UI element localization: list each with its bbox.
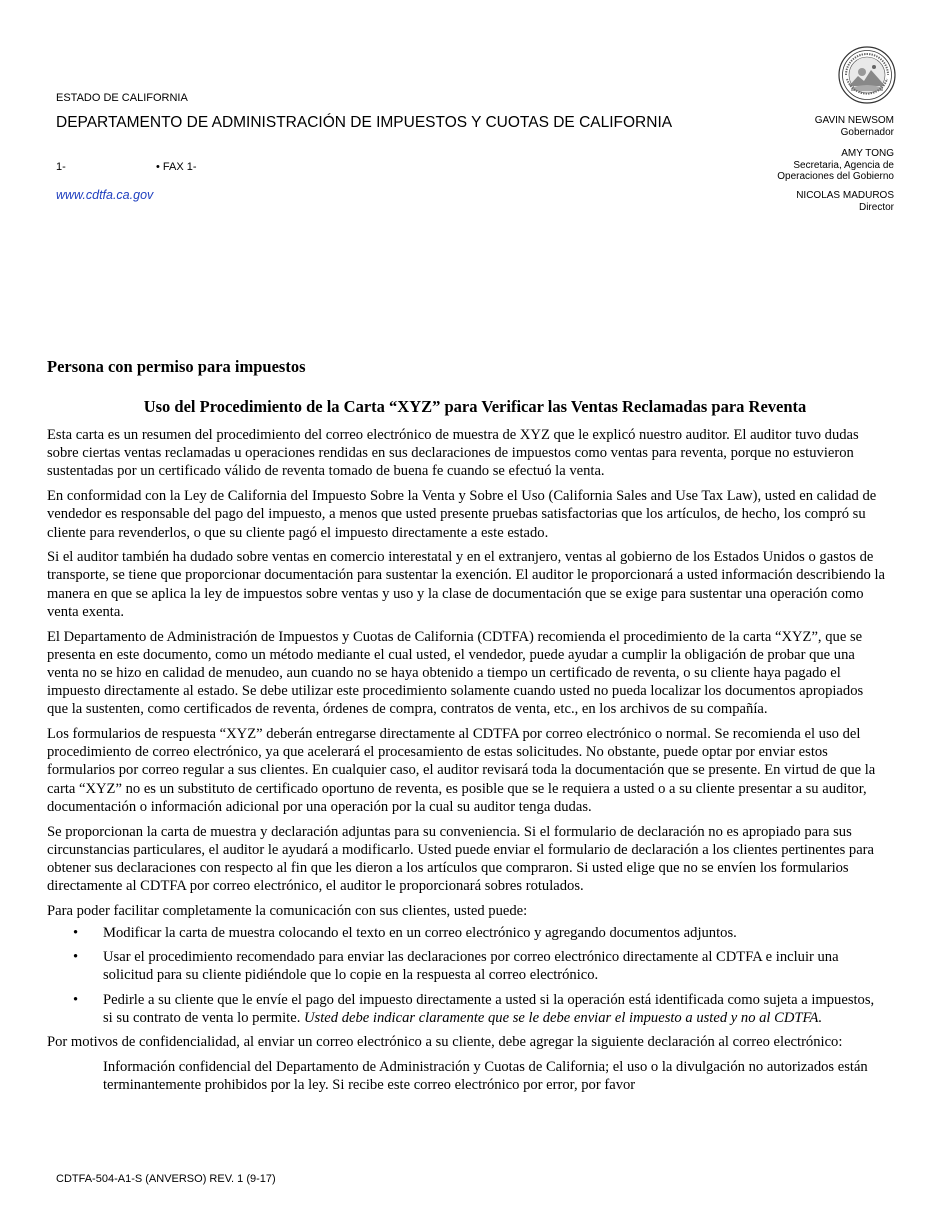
list-item-text: Pedirle a su cliente que le envíe el pago del impuesto directamente a usted si la operación está identificada como sujeta a impuestos, si su contrato de venta lo permite. xyxy=(103,991,875,1026)
list-item-text: Usar el procedimiento recomendado para enviar las declaraciones por correo electrónico directamente al CDTFA e incluir una solicitud para su cliente pidiéndole que lo copie en la respuesta al correo electrónico. xyxy=(103,949,839,984)
secretary-name: AMY TONG xyxy=(841,148,894,159)
list-item xyxy=(47,948,887,984)
letter-title: Uso del Procedimiento de la Carta “XYZ” para Verificar las Ventas Reclamadas para Reventa xyxy=(143,397,807,416)
closing-paragraph: Por motivos de confidencialidad, al enviar un correo electrónico a su cliente, debe agregar la siguiente declaración al correo electrónico: xyxy=(47,1034,843,1051)
director-block xyxy=(796,190,894,213)
governor-title: Gobernador xyxy=(840,126,894,138)
confidentiality-statement: Información confidencial del Departamento de Administración y Cuotas de California; el uso o la divulgación no autorizados están terminantemente prohibidos por la ley. Si recibe este correo electrónico por error, por favor xyxy=(103,1058,868,1093)
paragraph: El Departamento de Administración de Impuestos y Cuotas de California (CDTFA) recomienda el procedimiento de la carta “XYZ”, que se presenta en este documento, como un método mediante el cual usted, el vendedor, puede ayudar a cumplir la obligación de probar que una venta no se hizo en calidad de menudeo, aun cuando no se haya obtenido a tiempo un certificado de reventa, o su cliente haya pagado el impuesto directamente al estado. Se debe utilizar este procedimiento solamente cuando usted no pueda localizar los documentos apropiados que la sustenten, como certificados de reventa, órdenes de compra, contratos de venta, etc., en los archivos de su compañía. xyxy=(47,628,864,718)
paragraph: En conformidad con la Ley de California del Impuesto Sobre la Venta y Sobre el Uso (California Sales and Use Tax Law), usted en calidad de vendedor es responsable del pago del impuesto, a menos que usted presente pruebas satisfactorias que los artículos, de hecho, los compró su cliente para revenderlos, o que su cliente pagó el impuesto directamente a este estado. xyxy=(47,488,877,541)
paragraph: Esta carta es un resumen del procedimiento del correo electrónico de muestra de XYZ que le explicó nuestro auditor. El auditor tuvo dudas sobre ciertas ventas reclamadas u operaciones rendidas en sus declaraciones de impuestos como ventas para reventa, porque no estuvieron sustentadas por un certificado válido de reventa tomado de buena fe cuando se efectuó la venta. xyxy=(47,427,859,480)
director-name: NICOLAS MADUROS xyxy=(796,190,894,201)
audience-heading: Persona con permiso para impuestos xyxy=(47,357,306,376)
governor-name: GAVIN NEWSOM xyxy=(814,115,894,126)
department-name: DEPARTAMENTO DE ADMINISTRACIÓN DE IMPUESTOS Y CUOTAS DE CALIFORNIA xyxy=(56,114,673,131)
secretary-title-line2: Operaciones del Gobierno xyxy=(777,171,894,182)
list-item-text: Modificar la carta de muestra colocando el texto en un correo electrónico y agregando documentos adjuntos. xyxy=(103,925,737,942)
paragraph: Los formularios de respuesta “XYZ” deberán entregarse directamente al CDTFA por correo electrónico o normal. Se recomienda el uso del procedimiento de correo electrónico, ya que acelerará el procesamiento de estas solicitudes. No obstante, puede optar por enviar estos formularios por correo regular a sus clientes. En cualquier caso, el auditor revisará toda la documentación que se presente. En virtud de que la carta “XYZ” no es un substituto de certificado oportuno de reventa, es posible que se le requiera a usted o a su cliente presentar a su auditor, documentación o información adicional por una operación por la cual su auditor tenga dudas. xyxy=(47,726,876,815)
director-title: Director xyxy=(858,201,894,213)
paragraph: Para poder facilitar completamente la comunicación con sus clientes, usted puede: xyxy=(47,902,528,919)
website-link[interactable]: www.cdtfa.ca.gov xyxy=(56,188,154,202)
phone-number: 1- xyxy=(56,161,66,173)
list-item xyxy=(47,924,887,942)
bullet-icon: • xyxy=(73,949,79,966)
paragraph: Si el auditor también ha dudado sobre ventas en comercio interestatal y en el extranjero, ventas al gobierno de los Estados Unidos o gastos de transporte, se tiene que proporcionar documentación para sustentar la exención. El auditor le proporcionará a usted información describiendo la manera en que se aplica la ley de impuestos sobre ventas y uso y la clase de documentación que se exige para sustentar una operación como venta exenta. xyxy=(47,549,886,620)
secretary-block xyxy=(777,148,894,183)
form-id: CDTFA-504-A1-S (ANVERSO) REV. 1 (9-17) xyxy=(56,1173,276,1185)
bullet-icon: • xyxy=(73,925,79,942)
fax-number: • FAX 1- xyxy=(156,161,197,173)
list-item xyxy=(47,991,887,1027)
paragraph: Se proporcionan la carta de muestra y declaración adjuntas para su conveniencia. Si el formulario de declaración no es apropiado para sus circunstancias particulares, el auditor le ayudará a modificarlo. Usted puede enviar el formulario de declaración a los clientes pertinentes para obtener sus declaraciones con respecto al fin que les dieron a los artículos que compraron. Si usted elige que no se envíen los formularios directamente al CDTFA por correo electrónico, el auditor le proporcionará sobres rotulados. xyxy=(47,823,875,895)
list-item-emphasis: Usted debe indicar claramente que se le debe enviar el impuesto a usted y no al CDTFA. xyxy=(304,1009,823,1026)
options-list xyxy=(47,924,887,1027)
secretary-title-line1: Secretaria, Agencia de xyxy=(793,159,894,171)
state-label: ESTADO DE CALIFORNIA xyxy=(56,92,188,104)
governor-block xyxy=(815,115,894,138)
california-seal-icon xyxy=(838,46,896,104)
bullet-icon: • xyxy=(73,991,79,1008)
letter-body xyxy=(47,426,887,1094)
